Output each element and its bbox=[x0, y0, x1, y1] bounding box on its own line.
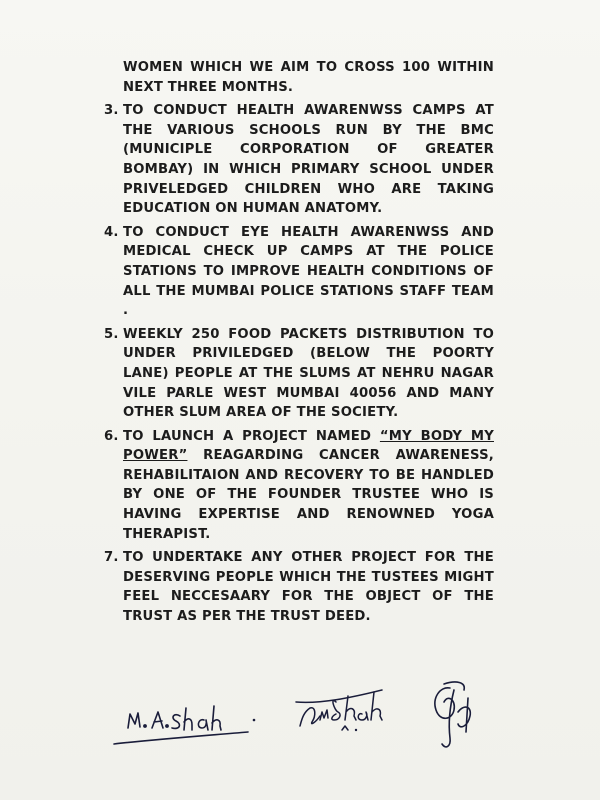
project-name-underlined: “MY BODY MY POWER” bbox=[123, 428, 494, 464]
list-item-4 bbox=[104, 223, 494, 321]
continuation-text: WOMEN WHICH WE AIM TO CROSS 100 WITHIN NEXT THREE MONTHS. bbox=[123, 60, 494, 95]
item-number: 5. bbox=[104, 326, 119, 342]
item-text: WEEKLY 250 FOOD PACKETS DISTRIBUTION TO UNDER PRIVILEDGED (BELOW THE POORTY LANE) PEOPLE AT THE SLUMS AT NEHRU NAGAR VILE PARLE WEST MUMBAI 40056 AND MANY OTHER SLUM AREA OF THE SOCIETY. bbox=[123, 326, 494, 421]
item-number: 3. bbox=[104, 103, 119, 119]
list-item-3 bbox=[104, 101, 494, 219]
signature-3 bbox=[420, 676, 490, 754]
list-item-5 bbox=[104, 325, 494, 423]
item-number: 4. bbox=[104, 224, 119, 240]
item-number: 7. bbox=[104, 550, 119, 566]
item-text: TO UNDERTAKE ANY OTHER PROJECT FOR THE DESERVING PEOPLE WHICH THE TUSTEES MIGHT FEEL NECCESAARY FOR THE OBJECT OF THE TRUST AS PER THE TRUST DEED. bbox=[123, 550, 494, 625]
objects-list bbox=[104, 58, 494, 627]
signature-1 bbox=[108, 690, 268, 750]
item-text: TO CONDUCT EYE HEALTH AWARENWSS AND MEDICAL CHECK UP CAMPS AT THE POLICE STATIONS TO IMPROVE HEALTH CONDITIONS OF ALL THE MUMBAI POLICE STATIONS STAFF TEAM . bbox=[123, 224, 494, 319]
item-text-after: REAGARDING CANCER AWARENESS, REHABILITAION AND RECOVERY TO BE HANDLED BY ONE OF THE FOUNDER TRUSTEE WHO IS HAVING EXPERTISE AND RENOWNED YOGA THERAPIST. bbox=[123, 448, 494, 542]
item-text-before: TO LAUNCH A PROJECT NAMED bbox=[123, 428, 380, 444]
continuation-paragraph bbox=[104, 58, 494, 97]
list-item-6 bbox=[104, 427, 494, 545]
signature-2 bbox=[290, 682, 400, 740]
item-text: TO CONDUCT HEALTH AWARENWSS CAMPS AT THE VARIOUS SCHOOLS RUN BY THE BMC (MUNICIPLE CORPORATION OF GREATER BOMBAY) IN WHICH PRIMARY SCHOOL UNDER PRIVELEDGED CHILDREN WHO ARE TAKING EDUCATION ON HUMAN ANATOMY. bbox=[123, 103, 494, 217]
signature-row bbox=[0, 670, 600, 780]
list-item-7 bbox=[104, 548, 494, 626]
item-number: 6. bbox=[104, 428, 119, 444]
